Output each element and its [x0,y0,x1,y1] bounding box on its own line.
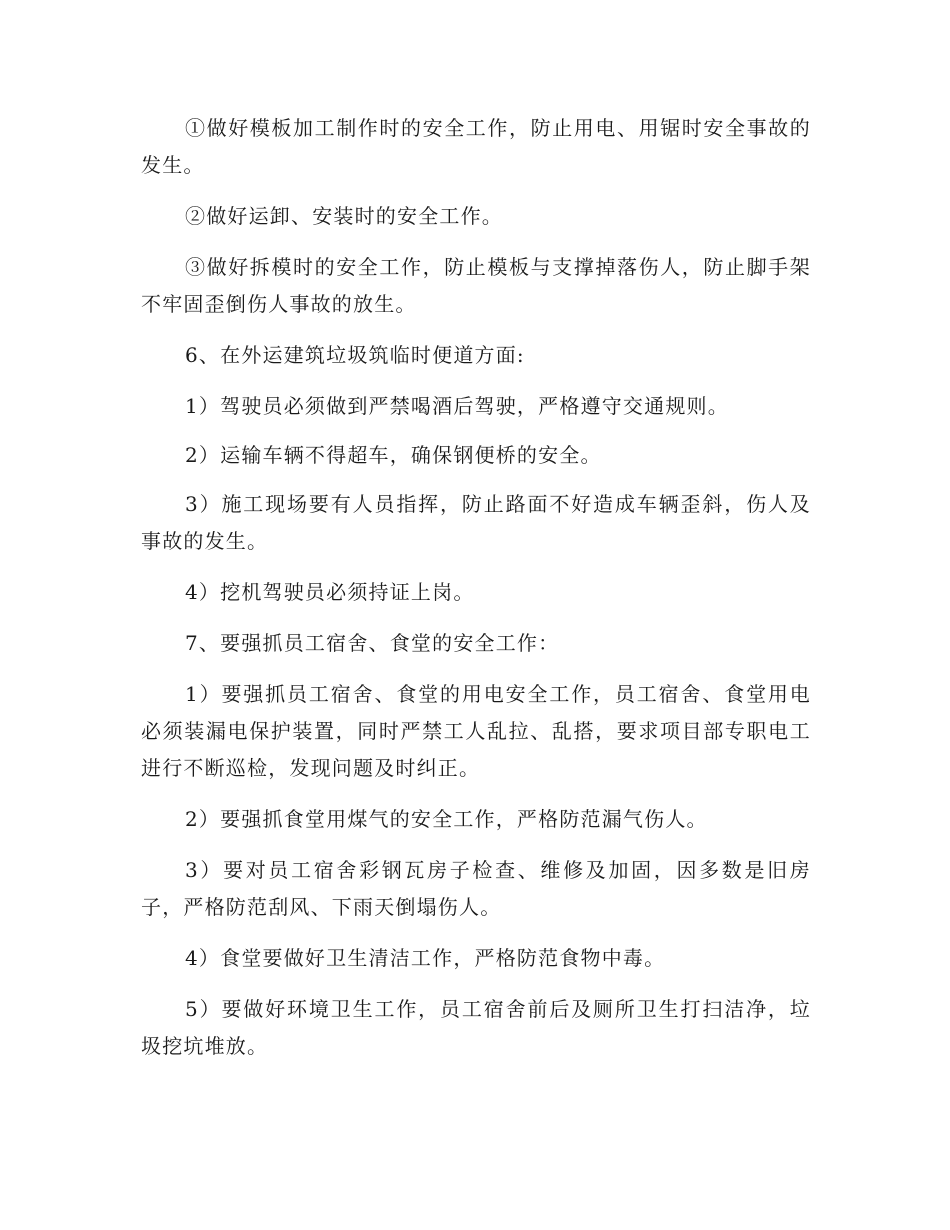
paragraph-formwork-removal: ③做好拆模时的安全工作，防止模板与支撑掉落伤人，防止脚手架不牢固歪倒伤人事故的放生。 [141,255,811,316]
paragraph-formwork-transport: ②做好运卸、安装时的安全工作。 [185,204,503,228]
paragraph-excavator-license: 4）挖机驾驶员必须持证上岗。 [185,580,475,604]
paragraph-canteen-hygiene: 4）食堂要做好卫生清洁工作，严格防范食物中毒。 [185,946,666,970]
paragraph-driver-rules: 1）驾驶员必须做到严禁喝酒后驾驶，严格遵守交通规则。 [185,394,729,418]
section-heading-temporary-road: 6、在外运建筑垃圾筑临时便道方面: [185,343,525,367]
paragraph-dormitory-inspection: 3）要对员工宿舍彩钢瓦房子检查、维修及加固，因多数是旧房子，严格防范刮风、下雨天倒塌伤人。 [141,858,811,919]
paragraph-vehicle-overload: 2）运输车辆不得超车，确保钢便桥的安全。 [185,443,602,467]
section-heading-dormitory-canteen: 7、要强抓员工宿舍、食堂的安全工作： [185,631,560,655]
paragraph-gas-safety: 2）要强抓食堂用煤气的安全工作，严格防范漏气伤人。 [185,807,708,831]
document-body [141,110,811,1079]
paragraph-formwork-fabrication: ①做好模板加工制作时的安全工作，防止用电、用锯时安全事故的发生。 [141,116,811,177]
paragraph-site-command: 3）施工现场要有人员指挥，防止路面不好造成车辆歪斜，伤人及事故的发生。 [141,492,811,553]
paragraph-environment-hygiene: 5）要做好环境卫生工作，员工宿舍前后及厕所卫生打扫洁净，垃圾挖坑堆放。 [141,997,811,1058]
paragraph-electrical-safety: 1）要强抓员工宿舍、食堂的用电安全工作，员工宿舍、食堂用电必须装漏电保护装置，同时严禁工人乱拉、乱搭，要求项目部专职电工进行不断巡检，发现问题及时纠正。 [141,682,811,780]
